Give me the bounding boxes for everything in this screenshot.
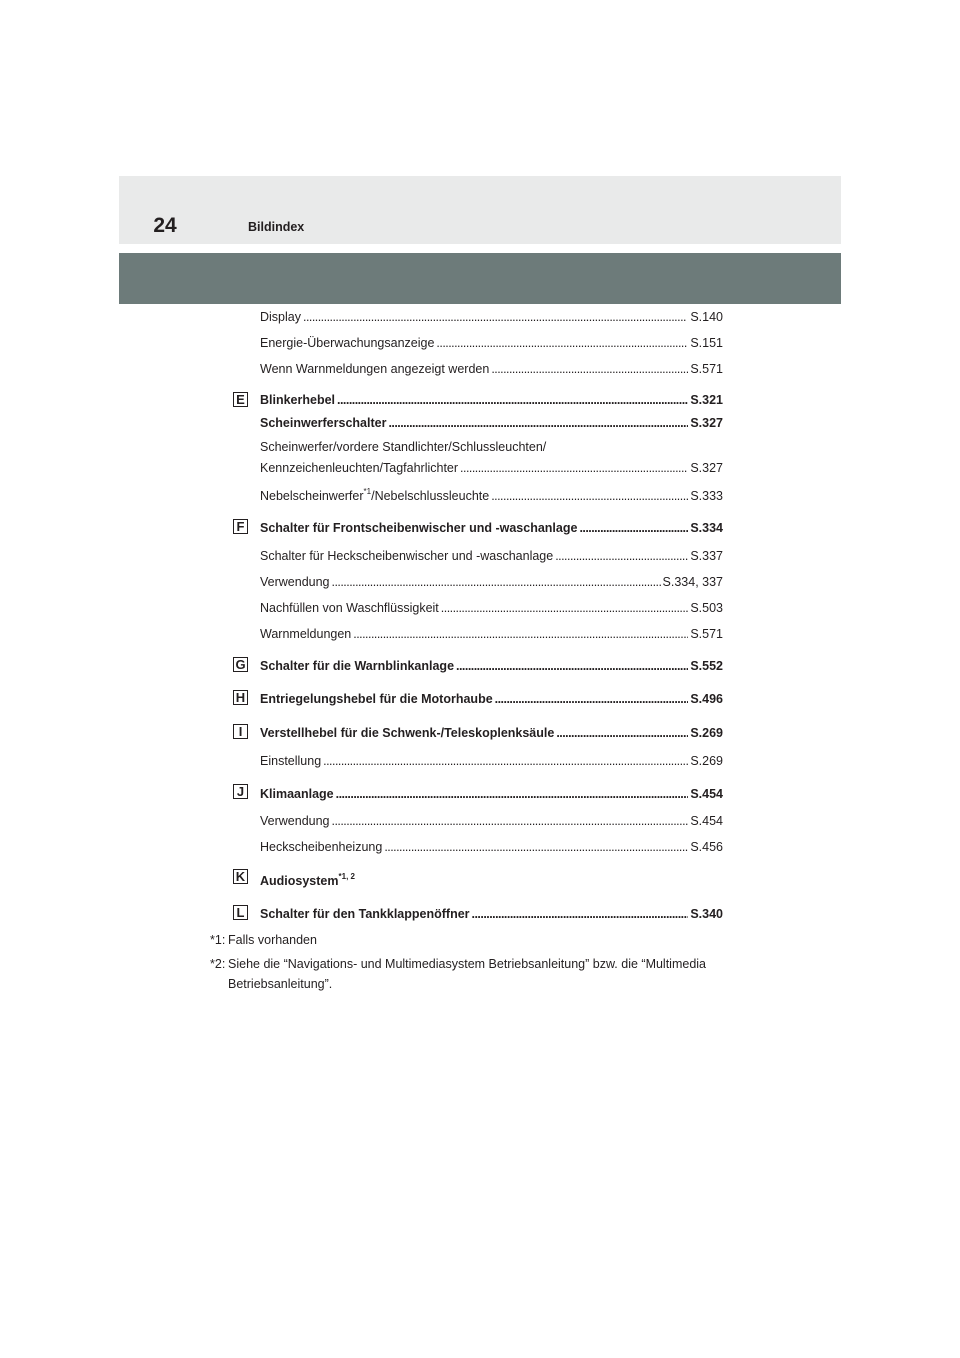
entry-page: S.333 [690,489,723,503]
entry-label: Entriegelungshebel für die Motorhaube [260,692,493,706]
entry-lenksaeule [260,725,723,741]
entry-page: S.151 [690,336,723,350]
letter-box-g: G [233,657,248,672]
footnote-ref: *1 [363,487,372,496]
leader-dots [456,658,688,674]
entry-scheinwerferschalter [260,415,723,431]
leader-dots [388,415,688,431]
leader-dots [336,786,689,802]
page-header [119,176,841,244]
entry-page: S.334, 337 [662,575,723,589]
entry-label: Verwendung [260,814,330,828]
entry-page: S.327 [690,461,723,475]
entry-warnmeldungen-anzeige [260,361,723,377]
leader-dots [460,460,688,476]
entry-tankklappe [260,906,723,922]
entry-scheinwerfer-line1: Scheinwerfer/vordere Standlichter/Schlussleuchten/ [260,440,547,454]
leader-dots [323,753,688,769]
entry-motorhaube [260,691,723,707]
entry-verwendung-klima [260,813,723,829]
footnote-text: Falls vorhanden [228,933,317,947]
entry-page: S.269 [690,726,723,740]
entry-page: S.334 [690,521,723,535]
entry-page: S.552 [690,659,723,673]
entry-label-part: Nebelscheinwerfer [260,489,364,503]
leader-dots [303,309,688,325]
entry-label: Schalter für Frontscheibenwischer und -waschanlage [260,521,578,535]
entry-einstellung [260,753,723,769]
entry-label: Schalter für die Warnblinkanlage [260,659,455,673]
entry-label: Audiosystem [260,874,339,888]
letter-box-l: L [233,905,248,920]
leader-dots [491,488,688,504]
entry-audiosystem [260,873,355,889]
letter-box-j: J [233,784,248,799]
entry-page: S.340 [690,907,723,921]
leader-dots [337,392,688,408]
leader-dots [332,574,661,590]
entry-page: S.327 [690,416,723,430]
entry-label: Verwendung [260,575,330,589]
entry-label-part: /Nebelschlussleuchte [371,489,490,503]
entry-label: Nachfüllen von Waschflüssigkeit [260,601,439,615]
footnote-ref: *1, 2 [338,872,355,881]
leader-dots [579,520,688,536]
entry-page: S.140 [690,310,723,324]
entry-label: Schalter für Heckscheibenwischer und -waschanlage [260,549,554,563]
entry-label: Schalter für den Tankklappenöffner [260,907,470,921]
leader-dots [384,839,688,855]
entry-page: S.454 [690,814,723,828]
entry-label: Wenn Warnmeldungen angezeigt werden [260,362,490,376]
entry-label: Verstellhebel für die Schwenk-/Teleskoplenksäule [260,726,555,740]
entry-label: Blinkerhebel [260,393,336,407]
letter-box-e: E [233,392,248,407]
leader-dots [556,725,688,741]
entry-label [260,488,489,504]
entry-label: Warnmeldungen [260,627,352,641]
entry-energie [260,335,723,351]
footnote-mark: *2: [210,957,226,971]
footnote-text: Siehe die “Navigations- und Multimediasystem Betriebsanleitung” bzw. die “Multimedia Betriebsanleitung”. [228,957,707,991]
leader-dots [332,813,689,829]
leader-dots [436,335,688,351]
entry-warnblinkanlage [260,658,723,674]
entry-nebelscheinwerfer [260,488,723,504]
entry-page: S.337 [690,549,723,563]
entry-page: S.269 [690,754,723,768]
entry-page: S.503 [690,601,723,615]
entry-page: S.321 [690,393,723,407]
leader-dots [441,600,689,616]
entry-label: Display [260,310,301,324]
entry-label: Kennzeichenleuchten/Tagfahrlichter [260,461,459,475]
footnote-1 [210,930,725,950]
letter-box-f: F [233,519,248,534]
entry-frontwischer [260,520,723,536]
entry-page: S.571 [690,362,723,376]
entry-label: Klimaanlage [260,787,334,801]
entry-page: S.496 [690,692,723,706]
page-number: 24 [153,214,177,237]
header-bar [119,253,841,304]
entry-page: S.454 [690,787,723,801]
leader-dots [491,361,688,377]
letter-box-k: K [233,869,248,884]
entry-klimaanlage [260,786,723,802]
leader-dots [353,626,688,642]
entry-label: Einstellung [260,754,322,768]
leader-dots [472,906,689,922]
entry-heckscheibenheizung [260,839,723,855]
footnote-mark: *1: [210,933,226,947]
entry-label: Heckscheibenheizung [260,840,383,854]
footnotes [210,930,725,994]
entry-heckwischer [260,548,723,564]
leader-dots [555,548,688,564]
entry-display [260,309,723,325]
letter-box-i: I [233,724,248,739]
entry-kennzeichenleuchten [260,460,723,476]
entry-blinkerhebel [260,392,723,408]
entry-warnmeldungen [260,626,723,642]
entry-page: S.571 [690,627,723,641]
section-title: Bildindex [248,220,305,234]
footnote-2 [210,954,725,994]
letter-box-h: H [233,690,248,705]
entry-label: Scheinwerferschalter [260,416,387,430]
entry-verwendung-wischer [260,574,723,590]
entry-waschfluessigkeit [260,600,723,616]
entry-label: Energie-Überwachungsanzeige [260,336,435,350]
entry-page: S.456 [690,840,723,854]
leader-dots [495,691,689,707]
